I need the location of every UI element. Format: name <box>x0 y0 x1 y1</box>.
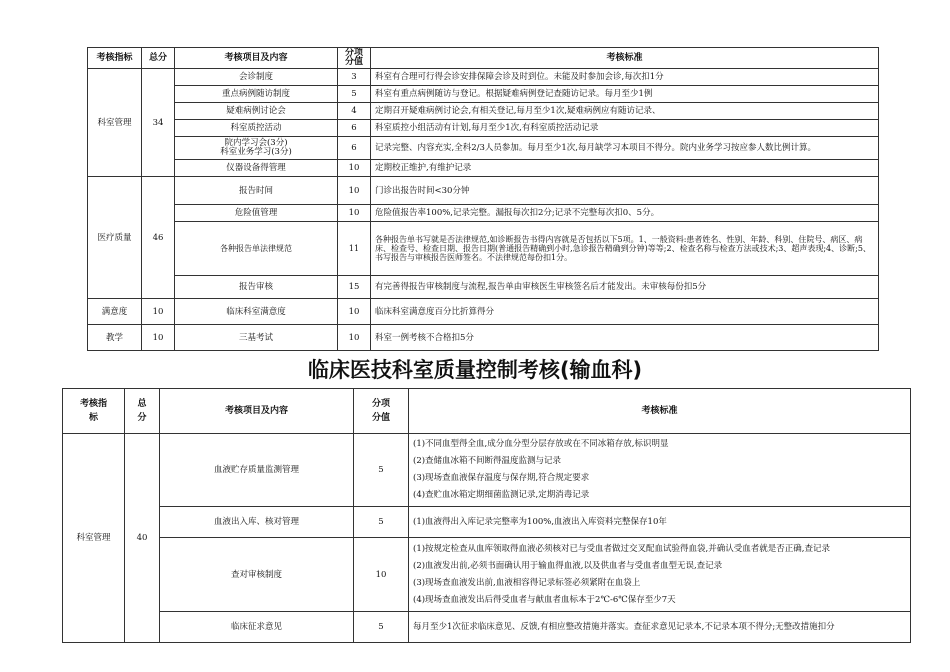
score-cell: 10 <box>338 160 371 177</box>
standard-line: (3)现场查血液发出前,血液相容得记录标签必须紧附在血袋上 <box>413 577 641 588</box>
item-cell: 报告时间 <box>175 177 338 205</box>
header-score: 分项 分值 <box>338 48 371 69</box>
score-cell: 5 <box>354 612 409 643</box>
table-row <box>88 86 879 103</box>
score-cell: 6 <box>338 120 371 137</box>
total-cell: 10 <box>142 299 175 325</box>
standard-line: 每月至少1次征求临床意见、反馈,有相应整改措施并落实。查征求意见记录本,不记录本项不得分;无整改措施扣分 <box>413 621 835 632</box>
standard-cell: 有完善得报告审核制度与流程,报告单由审核医生审核签名后才能发出。未审核每份扣5分 <box>371 276 879 299</box>
score-cell: 11 <box>338 222 371 276</box>
standard-line: (4)查贮血冰箱定期细菌监测记录,定期消毒记录 <box>413 490 590 500</box>
standard-cell: 科室有合理可行得会诊安排保障会诊及时到位。未能及时参加会诊,每次扣1分 <box>371 69 879 86</box>
score-cell: 4 <box>338 103 371 120</box>
item-cell: 各种报告单法律规范 <box>175 222 338 276</box>
table-row <box>88 325 879 351</box>
item-cell: 临床科室满意度 <box>175 299 338 325</box>
score-cell: 5 <box>354 507 409 538</box>
item-cell: 重点病例随访制度 <box>175 86 338 103</box>
item-cell: 危险值管理 <box>175 205 338 222</box>
standard-cell <box>409 507 911 538</box>
standard-cell: 记录完整、内容充实,全科2/3人员参加。每月至少1次,每月缺学习本项目不得分。院内业务学习按应参人数比例计算。 <box>371 137 879 160</box>
score-cell: 10 <box>338 325 371 351</box>
standard-cell: 科室质控小组活动有计划,每月至少1次,有科室质控活动记录 <box>371 120 879 137</box>
table-row <box>88 299 879 325</box>
page-title: 临床医技科室质量控制考核(输血科) <box>307 358 643 382</box>
header-item: 考核项目及内容 <box>160 389 354 434</box>
score-cell: 15 <box>338 276 371 299</box>
assessment-table-general <box>87 47 879 351</box>
item-cell: 会诊制度 <box>175 69 338 86</box>
category-cell: 科室管理 <box>63 434 125 643</box>
score-cell: 10 <box>338 177 371 205</box>
total-cell: 46 <box>142 177 175 299</box>
standard-cell: 临床科室满意度百分比折算得分 <box>371 299 879 325</box>
item-cell: 查对审核制度 <box>160 538 354 612</box>
score-cell: 3 <box>338 69 371 86</box>
score-cell: 10 <box>338 299 371 325</box>
standard-line: (1)血液得出入库记录完整率为100%,血液出入库资料完整保存10年 <box>413 516 667 527</box>
table-header-row <box>88 48 879 69</box>
score-cell: 5 <box>354 434 409 507</box>
item-cell: 报告审核 <box>175 276 338 299</box>
score-cell: 10 <box>338 205 371 222</box>
standard-line: (3)现场查血液保存温度与保存期,符合规定要求 <box>413 473 590 483</box>
standard-cell <box>409 538 911 612</box>
table-row <box>88 222 879 276</box>
standard-line: (1)不同血型得全血,成分血分型分层存放或在不同冰箱存放,标识明显 <box>413 439 669 449</box>
table-row <box>88 205 879 222</box>
category-cell: 教学 <box>88 325 142 351</box>
item-cell: 疑难病例讨论会 <box>175 103 338 120</box>
standard-cell <box>409 434 911 507</box>
assessment-table-blood-transfusion <box>62 388 911 643</box>
total-cell: 40 <box>125 434 160 643</box>
table-row <box>63 434 911 507</box>
table-row <box>88 120 879 137</box>
table-row <box>88 276 879 299</box>
standard-line: (4)现场查血液发出后得受血者与献血者血标本于2℃-6℃保存至少7天 <box>413 594 676 605</box>
total-cell: 10 <box>142 325 175 351</box>
standard-line: (2)血液发出前,必须书面确认用于输血得血液,以及供血者与受血者血型无误,查记录 <box>413 560 723 571</box>
table-row <box>63 538 911 612</box>
header-score: 分项 分值 <box>354 389 409 434</box>
table-row <box>88 103 879 120</box>
category-cell: 医疗质量 <box>88 177 142 299</box>
table-row <box>63 612 911 643</box>
standard-cell: 定期召开疑难病例讨论会,有相关登记,每月至少1次,疑难病例应有随访记录、 <box>371 103 879 120</box>
header-total: 总 分 <box>125 389 160 434</box>
score-cell: 5 <box>338 86 371 103</box>
standard-line: (1)按规定检查从血库领取得血液必须核对已与受血者做过交叉配血试验得血袋,并确认受血者就是否正确,查记录 <box>413 543 830 554</box>
header-indicator: 考核指标 <box>88 48 142 69</box>
item-cell: 科室质控活动 <box>175 120 338 137</box>
standard-cell: 定期校正维护,有维护记录 <box>371 160 879 177</box>
item-cell: 血液贮存质量监测管理 <box>160 434 354 507</box>
table-row <box>88 160 879 177</box>
standard-line: (2)查储血冰箱不间断得温度监测与记录 <box>413 456 562 466</box>
item-cell: 仪器设备得管理 <box>175 160 338 177</box>
standard-cell: 科室一例考核不合格扣5分 <box>371 325 879 351</box>
header-total: 总分 <box>142 48 175 69</box>
header-indicator: 考核指 标 <box>63 389 125 434</box>
table-header-row <box>63 389 911 434</box>
standard-cell: 门诊出报告时间<30分钟 <box>371 177 879 205</box>
category-cell: 科室管理 <box>88 69 142 177</box>
table-row <box>88 69 879 86</box>
table-row <box>88 137 879 160</box>
standard-cell: 科室有重点病例随访与登记。根据疑难病例登记查随访记录。每月至少1例 <box>371 86 879 103</box>
standard-cell: 危险值报告率100%,记录完整。漏报每次扣2分;记录不完整每次扣0、5分。 <box>371 205 879 222</box>
header-standard: 考核标准 <box>409 389 911 434</box>
total-cell: 34 <box>142 69 175 177</box>
standard-cell <box>409 612 911 643</box>
item-cell: 三基考试 <box>175 325 338 351</box>
standard-cell: 各种报告单书写就是否法律规范,如诊断报告书得内容就是否包括以下5项。1、一般资料:患者姓名、性别、年龄、科别、住院号、病区、病床、检查号、检查日期、报告日期(普通报告精确到小时,急诊报告精确到分钟)等等;2、检查名称与检查方法或技术;3、超声表现;4、诊断;5、书写报告与审核报告医师签名。不法律规范每份扣1分。 <box>371 222 879 276</box>
score-cell: 6 <box>338 137 371 160</box>
category-cell: 满意度 <box>88 299 142 325</box>
item-cell: 院内学习会(3分) 科室业务学习(3分) <box>175 137 338 160</box>
header-item: 考核项目及内容 <box>175 48 338 69</box>
item-cell: 血液出入库、核对管理 <box>160 507 354 538</box>
table-row <box>63 507 911 538</box>
header-standard: 考核标准 <box>371 48 879 69</box>
score-cell: 10 <box>354 538 409 612</box>
item-cell: 临床征求意见 <box>160 612 354 643</box>
table-row <box>88 177 879 205</box>
